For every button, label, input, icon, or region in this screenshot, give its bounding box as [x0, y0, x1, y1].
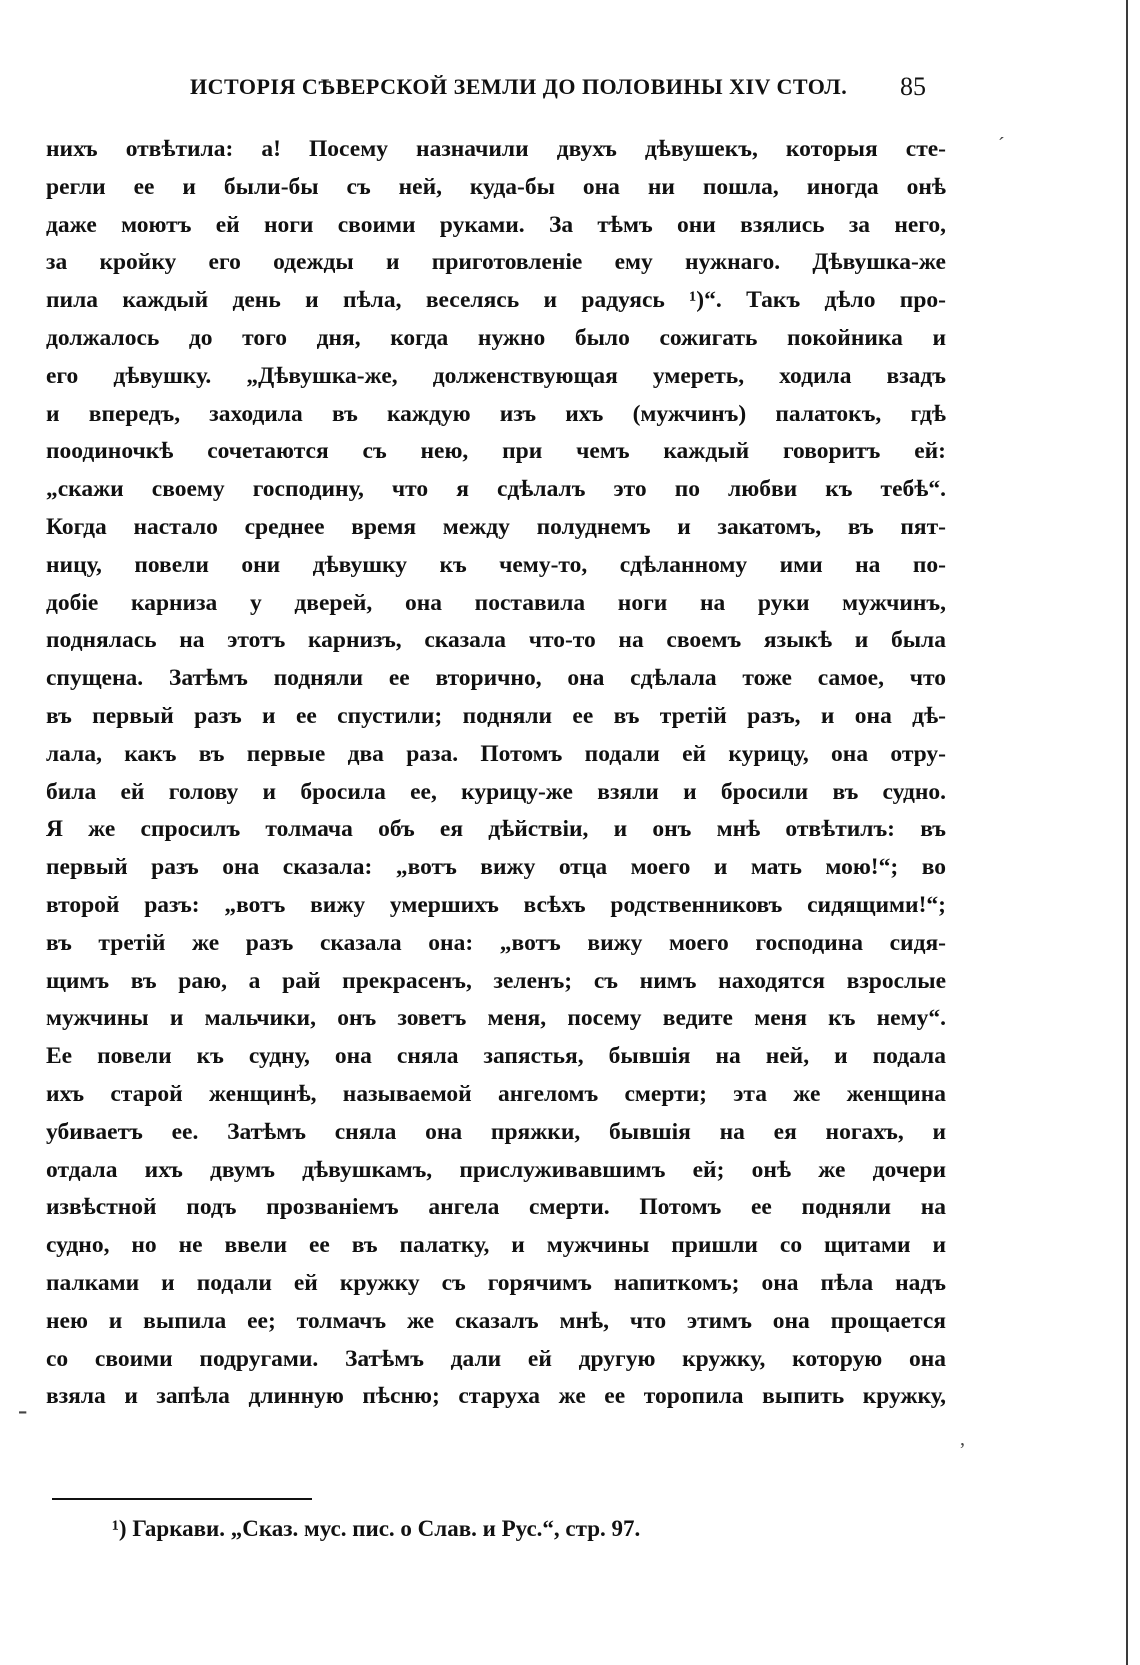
running-title: ИСТОРІЯ СѢВЕРСКОЙ ЗЕМЛИ ДО ПОЛОВИНЫ XIV СТОЛ.: [190, 74, 848, 99]
text-line: щимъ въ раю, а рай прекрасенъ, зеленъ; съ нимъ находятся взрослые: [46, 967, 946, 994]
text-line: второй разъ: „вотъ вижу умершихъ всѣхъ родственниковъ сидящими!“;: [46, 891, 946, 918]
text-line: его дѣвушку. „Дѣвушка-же, долженствующая умереть, ходила взадъ: [46, 362, 946, 389]
text-line: „скажи своему господину, что я сдѣлалъ это по любви къ тебѣ“.: [46, 476, 946, 503]
footnote-rule: [52, 1498, 312, 1500]
page-edge-line: [1126, 0, 1128, 1665]
text-line: нею и выпила ее; толмачъ же сказалъ мнѣ, что этимъ она прощается: [46, 1307, 946, 1334]
margin-dash-mark: -: [18, 1395, 28, 1426]
text-line: регли ее и были-бы съ ней, куда-бы она ни пошла, иногда онѣ: [46, 173, 946, 200]
text-line: и впередъ, заходила въ каждую изъ ихъ (мужчинъ) палатокъ, гдѣ: [46, 400, 946, 427]
footnote-marker: ¹): [112, 1516, 127, 1541]
text-line: добіе карниза у дверей, она поставила ноги на руки мужчинъ,: [46, 589, 946, 616]
margin-pencil-mark: ,: [960, 1428, 965, 1450]
text-line: поднялась на этотъ карнизъ, сказала что-то на своемъ языкѣ и была: [46, 627, 946, 654]
text-line: Ее повели къ судну, она сняла запястья, бывшія на ней, и подала: [46, 1043, 946, 1070]
text-line: въ первый разъ и ее спустили; подняли ее въ третій разъ, и она дѣ-: [46, 702, 946, 729]
text-line: взяла и запѣла длинную пѣсню; старуха же ее торопила выпить кружку,: [46, 1383, 946, 1410]
text-line: палками и подали ей кружку съ горячимъ напиткомъ; она пѣла надъ: [46, 1269, 946, 1296]
text-line: била ей голову и бросила ее, курицу-же взяли и бросили въ судно.: [46, 778, 946, 805]
footnote: [112, 1516, 640, 1542]
text-line: со своими подругами. Затѣмъ дали ей другую кружку, которую она: [46, 1345, 946, 1372]
text-line: нихъ отвѣтила: а! Посему назначили двухъ дѣвушекъ, которыя сте-: [46, 136, 946, 162]
text-line: даже моютъ ей ноги своими руками. За тѣмъ они взялись за него,: [46, 211, 946, 238]
text-line: поодиночкѣ сочетаются съ нею, при чемъ каждый говоритъ ей:: [46, 438, 946, 465]
text-line: извѣстной подъ прозваніемъ ангела смерти. Потомъ ее подняли на: [46, 1194, 946, 1221]
margin-pencil-mark: ˊ: [998, 134, 1005, 156]
text-line: пила каждый день и пѣла, веселясь и радуясь ¹)“. Такъ дѣло про-: [46, 287, 946, 314]
text-line: должалось до того дня, когда нужно было сожигать покойника и: [46, 324, 946, 351]
text-line: отдала ихъ двумъ дѣвушкамъ, прислуживавшимъ ей; онѣ же дочери: [46, 1156, 946, 1183]
text-line: лала, какъ въ первые два раза. Потомъ подали ей курицу, она отру-: [46, 740, 946, 767]
body-text: [46, 131, 946, 1416]
text-line: въ третій же разъ сказала она: „вотъ вижу моего господина сидя-: [46, 929, 946, 956]
text-line: за кройку его одежды и приготовленіе ему нужнаго. Дѣвушка-же: [46, 249, 946, 276]
page-number: 85: [900, 72, 926, 101]
text-line: спущена. Затѣмъ подняли ее вторично, она сдѣлала тоже самое, что: [46, 665, 946, 692]
text-line: первый разъ она сказала: „вотъ вижу отца моего и мать мою!“; во: [46, 854, 946, 881]
text-line: ихъ старой женщинѣ, называемой ангеломъ смерти; эта же женщина: [46, 1080, 946, 1107]
text-line: мужчины и мальчики, онъ зоветъ меня, посему ведите меня къ нему“.: [46, 1005, 946, 1032]
text-line: Когда настало среднее время между полуднемъ и закатомъ, въ пят-: [46, 513, 946, 540]
text-line: Я же спросилъ толмача объ ея дѣйствіи, и онъ мнѣ отвѣтилъ: въ: [46, 816, 946, 843]
text-line: судно, но не ввели ее въ палатку, и мужчины пришли со щитами и: [46, 1232, 946, 1259]
text-line: ницу, повели они дѣвушку къ чему-то, сдѣланному ими на по-: [46, 551, 946, 578]
text-line: убиваетъ ее. Затѣмъ сняла она пряжки, бывшія на ея ногахъ, и: [46, 1118, 946, 1145]
footnote-text: Гаркави. „Сказ. мус. пис. о Слав. и Рус.“, стр. 97.: [132, 1516, 641, 1541]
